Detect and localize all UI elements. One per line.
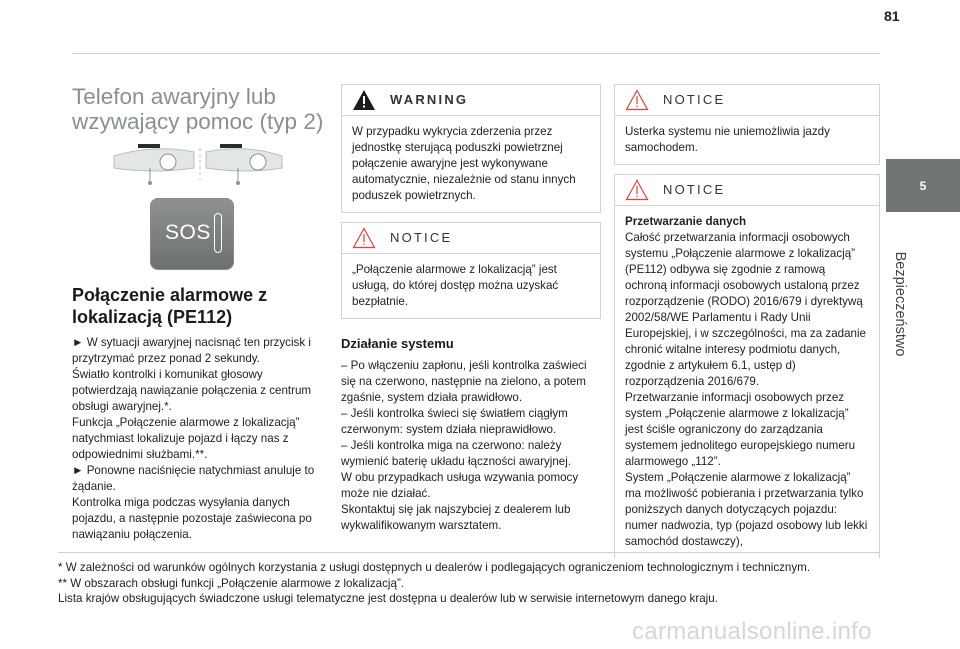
notice-heading: Przetwarzanie danych — [625, 215, 747, 228]
ceiling-console-illustration — [108, 140, 288, 188]
notice-triangle-icon — [352, 227, 376, 249]
column-2 — [341, 84, 601, 534]
paragraph: Przetwarzanie informacji osobowych przez system „Połączenie alarmowe z lokalizacją” jest ściśle ograniczony do zarządzania systemem jednolitego europejskiego numeru alarmowego „112”. — [625, 391, 856, 468]
column-1-body — [72, 284, 326, 543]
paragraph: Funkcja „Połączenie alarmowe z lokalizacją” natychmiast lokalizuje pojazd i łączy nas z odpowiednimi służbami.**. — [72, 416, 300, 461]
paragraph: ► Ponowne naciśnięcie natychmiast anuluje to żądanie. — [72, 464, 315, 493]
paragraph: Skontaktuj się jak najszybciej z dealerem lub wykwalifikowanym warsztatem. — [341, 503, 571, 532]
column-1 — [72, 84, 326, 134]
notice-text: „Połączenie alarmowe z lokalizacją” jest usługą, do której dostęp można uzyskać bezpłatnie. — [352, 263, 559, 308]
notice-header — [615, 175, 879, 206]
notice-title: NOTICE — [663, 92, 726, 107]
paragraph: System „Połączenie alarmowe z lokalizacją” ma możliwość pobierania i przetwarzania tylko poniższych danych dotyczących pojazdu: numer nadwozia, typ (pojazd osobowy lub lekki samochód dostawczy), — [625, 471, 868, 548]
notice-box — [614, 84, 880, 165]
paragraph: – Po włączeniu zapłonu, jeśli kontrolka zaświeci się na czerwono, następnie na zielono, a potem zgaśnie, system działa prawidłowo. — [341, 359, 587, 404]
notice-body — [615, 206, 879, 558]
notice-text: Usterka systemu nie uniemożliwia jazdy samochodem. — [625, 125, 830, 154]
sos-button-illustration — [150, 198, 234, 270]
footnote: ** W obszarach obsługi funkcji „Połączenie alarmowe z lokalizacją”. — [58, 576, 405, 590]
top-divider — [72, 53, 880, 54]
notice-body — [615, 116, 879, 164]
warning-text: W przypadku wykrycia zderzenia przez jednostkę sterującą poduszki powietrznej połączenie awaryjne jest wykonywane automatycznie, niezależnie od stanu innych poduszek powietrznych. — [352, 125, 576, 202]
notice-header — [615, 85, 879, 116]
warning-triangle-icon — [352, 89, 376, 111]
footnote-divider — [58, 552, 880, 553]
notice-box — [341, 222, 601, 319]
chapter-label-container — [880, 224, 920, 384]
paragraph: Światło kontrolki i komunikat głosowy potwierdzają nawiązanie połączenia z centrum obsługi awaryjnej.*. — [72, 368, 312, 413]
notice-title: NOTICE — [390, 230, 453, 245]
chapter-label: Bezpieczeństwo — [892, 251, 908, 357]
notice-title: NOTICE — [663, 182, 726, 197]
section-title: Połączenie alarmowe z lokalizacją (PE112) — [72, 285, 268, 327]
sos-indicator-light — [214, 213, 222, 253]
warning-header — [342, 85, 600, 116]
paragraph: ► W sytuacji awaryjnej nacisnąć ten przycisk i przytrzymać przez ponad 2 sekundy. — [72, 336, 311, 365]
watermark: carmanualsonline.info — [632, 618, 872, 645]
footnote: Lista krajów obsługujących świadczone usługi telematyczne jest dostępna u dealerów lub w serwisie internetowym danego kraju. — [58, 592, 718, 605]
footnotes — [58, 560, 880, 607]
sos-label: SOS — [165, 221, 211, 244]
subsection-title: Działanie systemu — [341, 336, 454, 351]
warning-body — [342, 116, 600, 212]
paragraph: – Jeśli kontrolka miga na czerwono: należy wymienić baterię układu łączności awaryjnej. — [341, 439, 572, 468]
page-number: 81 — [884, 8, 900, 24]
paragraph: Kontrolka miga podczas wysyłania danych pojazdu, a następnie pozostaje zaświecona po nawiązaniu połączenia. — [72, 496, 312, 541]
warning-title: WARNING — [390, 92, 469, 107]
warning-box — [341, 84, 601, 213]
paragraph: W obu przypadkach usługa wzywania pomocy może nie działać. — [341, 471, 579, 500]
notice-header — [342, 223, 600, 254]
page-title: Telefon awaryjny lub wzywający pomoc (typ 2) — [72, 84, 324, 134]
footnote: * W zależności od warunków ogólnych korzystania z usługi dostępnych u dealerów i podlegających ograniczeniom technologicznym i technicznym. — [58, 561, 811, 574]
paragraph: Całość przetwarzania informacji osobowych systemu „Połączenie alarmowe z lokalizacją” (PE112) odbywa się zgodnie z ramową ochroną informacji osobowych ustaloną przez rozporządzenie (RODO) 2016/679 i dyrektywą 2002/58/WE Parlamentu i Rady Unii Europejskiej, i w szczególności, ma za zadanie chronić witalne interesy podmiotu danych, zgodnie z artykułem 6.1, ustęp d) rozporządzenia 2016/679. — [625, 231, 867, 388]
chapter-tab[interactable] — [886, 159, 960, 212]
data-processing-notice-box — [614, 174, 880, 558]
notice-triangle-icon — [625, 89, 649, 111]
notice-body — [342, 254, 600, 318]
column-3 — [614, 84, 880, 558]
chapter-number: 5 — [919, 178, 927, 193]
paragraph: – Jeśli kontrolka świeci się światłem ciągłym czerwonym: system działa nieprawidłowo. — [341, 407, 568, 436]
notice-triangle-icon — [625, 179, 649, 201]
